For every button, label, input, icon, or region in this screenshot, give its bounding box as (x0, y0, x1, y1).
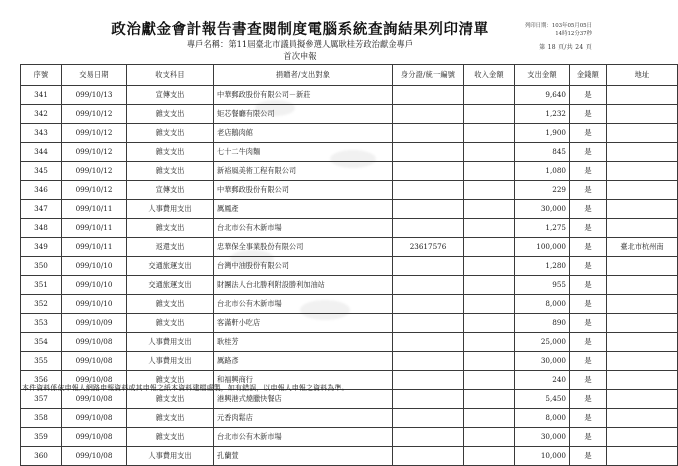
cell-subject: 雜支支出 (127, 390, 214, 409)
cell-income (464, 333, 515, 352)
cell-payee: 七十二牛肉麵 (214, 143, 393, 162)
cell-date: 099/10/08 (62, 409, 127, 428)
cell-expense: 100,000 (515, 238, 570, 257)
cell-id (393, 105, 464, 124)
cell-date: 099/10/11 (62, 219, 127, 238)
cell-income (464, 143, 515, 162)
cell-payee: 台北市公有木新市場 (214, 428, 393, 447)
column-header-payee: 捐贈者/支出對象 (214, 65, 393, 86)
table-row (21, 105, 678, 124)
cell-seq: 349 (21, 238, 62, 257)
cell-seq: 359 (21, 428, 62, 447)
cell-payee: 中華郵政股份有限公司－新莊 (214, 86, 393, 105)
cell-seq: 345 (21, 162, 62, 181)
cell-cash: 是 (570, 200, 607, 219)
column-header-cash: 金錢額 (570, 65, 607, 86)
cell-seq: 341 (21, 86, 62, 105)
column-header-subject: 收支科目 (127, 65, 214, 86)
print-time: 14時12分37秒 (555, 31, 592, 38)
cell-cash: 是 (570, 333, 607, 352)
cell-seq: 355 (21, 352, 62, 371)
cell-address (607, 181, 678, 200)
cell-id (393, 181, 464, 200)
cell-payee: 客滿軒小吃店 (214, 314, 393, 333)
cell-date: 099/10/11 (62, 200, 127, 219)
table-row (21, 86, 678, 105)
cell-seq: 346 (21, 181, 62, 200)
page-indicator: 第 18 頁/共 24 頁 (539, 43, 592, 51)
column-header-address: 地址 (607, 65, 678, 86)
cell-seq: 356 (21, 371, 62, 390)
cell-expense: 30,000 (515, 352, 570, 371)
ledger-table (20, 64, 678, 466)
table-row (21, 124, 678, 143)
cell-address (607, 105, 678, 124)
cell-income (464, 105, 515, 124)
cell-address (607, 314, 678, 333)
table-row (21, 257, 678, 276)
cell-id (393, 219, 464, 238)
cell-cash: 是 (570, 238, 607, 257)
cell-seq: 351 (21, 276, 62, 295)
cell-payee: 孔蘭萱 (214, 447, 393, 466)
cell-date: 099/10/12 (62, 124, 127, 143)
cell-date: 099/10/08 (62, 352, 127, 371)
cell-payee: 台北市公有木新市場 (214, 295, 393, 314)
cell-payee: 中華郵政股份有限公司 (214, 181, 393, 200)
cell-cash: 是 (570, 86, 607, 105)
cell-expense: 1,080 (515, 162, 570, 181)
cell-payee: 矩芯餐廳有限公司 (214, 105, 393, 124)
cell-id (393, 143, 464, 162)
cell-expense: 30,000 (515, 428, 570, 447)
cell-cash: 是 (570, 295, 607, 314)
cell-expense: 1,275 (515, 219, 570, 238)
cell-payee: 台北市公有木新市場 (214, 219, 393, 238)
cell-address (607, 295, 678, 314)
cell-date: 099/10/11 (62, 238, 127, 257)
column-header-seq: 序號 (21, 65, 62, 86)
table-row (21, 181, 678, 200)
column-header-id: 身分證/統一編號 (393, 65, 464, 86)
cell-seq: 347 (21, 200, 62, 219)
cell-address (607, 409, 678, 428)
cell-cash: 是 (570, 276, 607, 295)
cell-id (393, 352, 464, 371)
table-row (21, 428, 678, 447)
cell-seq: 344 (21, 143, 62, 162)
cell-income (464, 257, 515, 276)
cell-income (464, 124, 515, 143)
cell-income (464, 181, 515, 200)
cell-id (393, 124, 464, 143)
cell-subject: 人事費用支出 (127, 447, 214, 466)
cell-subject: 返還支出 (127, 238, 214, 257)
column-header-expense: 支出金額 (515, 65, 570, 86)
table-row (21, 409, 678, 428)
cell-subject: 雜支支出 (127, 124, 214, 143)
cell-subject: 雜支支出 (127, 143, 214, 162)
cell-subject: 雜支支出 (127, 314, 214, 333)
table-row (21, 447, 678, 466)
cell-date: 099/10/09 (62, 314, 127, 333)
cell-seq: 343 (21, 124, 62, 143)
column-header-date: 交易日期 (62, 65, 127, 86)
cell-date: 099/10/12 (62, 181, 127, 200)
cell-payee: 台灣中油股份有限公司 (214, 257, 393, 276)
cell-income (464, 447, 515, 466)
cell-payee: 厲路彥 (214, 352, 393, 371)
cell-cash: 是 (570, 409, 607, 428)
cell-cash: 是 (570, 257, 607, 276)
cell-payee: 老店鵝肉館 (214, 124, 393, 143)
cell-income (464, 428, 515, 447)
cell-id (393, 409, 464, 428)
cell-subject: 雜支支出 (127, 428, 214, 447)
cell-seq: 342 (21, 105, 62, 124)
cell-expense: 9,640 (515, 86, 570, 105)
cell-payee: 厲鳳產 (214, 200, 393, 219)
cell-id (393, 257, 464, 276)
cell-date: 099/10/10 (62, 295, 127, 314)
cell-subject: 人事費用支出 (127, 200, 214, 219)
table-row (21, 162, 678, 181)
table-row (21, 238, 678, 257)
cell-cash: 是 (570, 219, 607, 238)
cell-address (607, 86, 678, 105)
cell-subject: 人事費用支出 (127, 333, 214, 352)
cell-cash: 是 (570, 447, 607, 466)
cell-address (607, 257, 678, 276)
cell-payee: 財團法人台北勝利附設勝利加油站 (214, 276, 393, 295)
table-header (21, 65, 678, 86)
declaration-type-subtitle: 首次申報 (283, 50, 317, 61)
cell-id (393, 86, 464, 105)
cell-id (393, 333, 464, 352)
cell-cash: 是 (570, 390, 607, 409)
cell-date: 099/10/08 (62, 428, 127, 447)
page-header (0, 0, 600, 68)
table-body (21, 86, 678, 466)
cell-expense: 30,000 (515, 200, 570, 219)
cell-expense: 240 (515, 371, 570, 390)
cell-payee: 和福興商行 (214, 371, 393, 390)
cell-income (464, 314, 515, 333)
cell-payee: 忠華保全事業股份有限公司 (214, 238, 393, 257)
cell-subject: 宣傳支出 (127, 181, 214, 200)
cell-address (607, 219, 678, 238)
cell-address (607, 447, 678, 466)
cell-cash: 是 (570, 352, 607, 371)
cell-date: 099/10/12 (62, 143, 127, 162)
cell-expense: 8,000 (515, 409, 570, 428)
cell-expense: 890 (515, 314, 570, 333)
cell-cash: 是 (570, 314, 607, 333)
cell-subject: 雜支支出 (127, 295, 214, 314)
cell-income (464, 276, 515, 295)
cell-date: 099/10/13 (62, 86, 127, 105)
ledger-table-wrap (20, 64, 664, 466)
cell-date: 099/10/08 (62, 447, 127, 466)
table-row (21, 314, 678, 333)
cell-id (393, 162, 464, 181)
column-header-income: 收入金額 (464, 65, 515, 86)
cell-subject: 雜支支出 (127, 409, 214, 428)
cell-expense: 229 (515, 181, 570, 200)
table-row (21, 219, 678, 238)
cell-date: 099/10/08 (62, 390, 127, 409)
cell-cash: 是 (570, 124, 607, 143)
cell-subject: 宣傳支出 (127, 86, 214, 105)
cell-address (607, 352, 678, 371)
cell-date: 099/10/12 (62, 162, 127, 181)
footer-note: 本件資料係依申報人網路申報資料或其申報之紙本資料建檔處製，如有錯誤，以申報人申報之資料為準。 (22, 384, 349, 392)
cell-address (607, 371, 678, 390)
cell-address (607, 200, 678, 219)
table-row (21, 352, 678, 371)
print-meta-block (525, 22, 592, 52)
cell-address (607, 333, 678, 352)
table-row (21, 295, 678, 314)
cell-subject: 交通旅運支出 (127, 257, 214, 276)
cell-date: 099/10/08 (62, 371, 127, 390)
cell-seq: 357 (21, 390, 62, 409)
title-block (70, 22, 530, 61)
cell-expense: 1,280 (515, 257, 570, 276)
cell-address (607, 124, 678, 143)
cell-address: 臺北市杭州南 (607, 238, 678, 257)
cell-income (464, 219, 515, 238)
cell-cash: 是 (570, 181, 607, 200)
cell-income (464, 238, 515, 257)
cell-subject: 交通旅運支出 (127, 276, 214, 295)
cell-seq: 353 (21, 314, 62, 333)
cell-subject: 雜支支出 (127, 371, 214, 390)
cell-seq: 352 (21, 295, 62, 314)
cell-seq: 354 (21, 333, 62, 352)
table-row (21, 333, 678, 352)
cell-address (607, 276, 678, 295)
document-title: 政治獻金會計報告書查閱制度電腦系統查詢結果列印清單 (111, 21, 489, 38)
cell-income (464, 409, 515, 428)
table-row (21, 200, 678, 219)
cell-date: 099/10/08 (62, 333, 127, 352)
cell-income (464, 200, 515, 219)
cell-income (464, 86, 515, 105)
cell-seq: 360 (21, 447, 62, 466)
table-header-row (21, 65, 678, 86)
print-date: 列印日期：103年05月05日 (524, 23, 592, 29)
cell-payee: 元香肉鬆店 (214, 409, 393, 428)
cell-date: 099/10/10 (62, 276, 127, 295)
cell-id (393, 276, 464, 295)
cell-expense: 1,900 (515, 124, 570, 143)
cell-address (607, 143, 678, 162)
cell-date: 099/10/12 (62, 105, 127, 124)
cell-id (393, 200, 464, 219)
cell-payee: 耿桂芳 (214, 333, 393, 352)
cell-id (393, 428, 464, 447)
cell-cash: 是 (570, 162, 607, 181)
cell-subject: 人事費用支出 (127, 352, 214, 371)
cell-subject: 雜支支出 (127, 162, 214, 181)
cell-id (393, 314, 464, 333)
cell-id (393, 447, 464, 466)
cell-address (607, 390, 678, 409)
cell-address (607, 428, 678, 447)
cell-subject: 雜支支出 (127, 219, 214, 238)
cell-expense: 8,000 (515, 295, 570, 314)
cell-expense: 845 (515, 143, 570, 162)
cell-payee: 新裕風美術工程有限公司 (214, 162, 393, 181)
cell-date: 099/10/10 (62, 257, 127, 276)
cell-seq: 348 (21, 219, 62, 238)
cell-expense: 25,000 (515, 333, 570, 352)
cell-expense: 1,232 (515, 105, 570, 124)
cell-id: 23617576 (393, 238, 464, 257)
cell-payee: 港興港式燒臘快餐店 (214, 390, 393, 409)
cell-cash: 是 (570, 428, 607, 447)
cell-address (607, 162, 678, 181)
table-row (21, 276, 678, 295)
cell-cash: 是 (570, 105, 607, 124)
table-row (21, 143, 678, 162)
cell-id (393, 295, 464, 314)
cell-seq: 358 (21, 409, 62, 428)
cell-cash: 是 (570, 371, 607, 390)
cell-expense: 10,000 (515, 447, 570, 466)
cell-subject: 雜支支出 (127, 105, 214, 124)
cell-cash: 是 (570, 143, 607, 162)
cell-seq: 350 (21, 257, 62, 276)
cell-income (464, 295, 515, 314)
cell-income (464, 352, 515, 371)
account-name-subtitle: 專戶名稱：第11屆臺北市議員擬參選人厲耿桂芳政治獻金專戶 (186, 39, 414, 50)
cell-income (464, 162, 515, 181)
cell-expense: 5,450 (515, 390, 570, 409)
cell-expense: 955 (515, 276, 570, 295)
